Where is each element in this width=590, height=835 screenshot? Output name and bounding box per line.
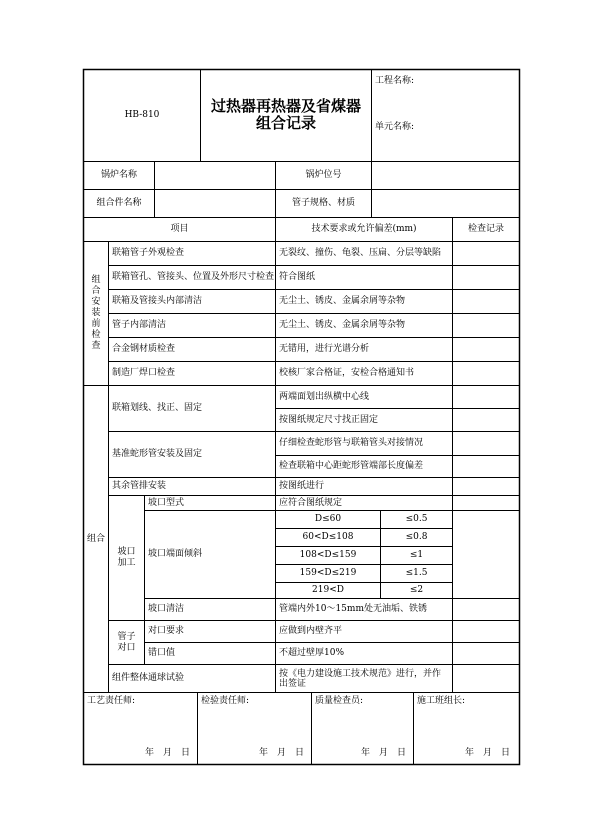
- serpentine-item: 基准蛇形管安装及固定: [112, 449, 203, 459]
- groove-type-item: 坡口型式: [148, 497, 185, 508]
- groove-clean-item: 坡口清洁: [148, 604, 185, 614]
- pipe-spec-field[interactable]: [372, 190, 519, 217]
- tilt-range-3: 108<D≤159: [299, 550, 357, 560]
- signature-quality-label: 质量检查员:: [315, 695, 364, 706]
- assembly-group-label: 组合: [87, 533, 106, 544]
- groove-tilt-item: 坡口端面倾斜: [148, 549, 203, 559]
- boiler-name-field[interactable]: [155, 162, 275, 189]
- precheck-item-4: 管子内部清洁: [112, 320, 167, 330]
- col-header-item: 项目: [170, 224, 189, 234]
- col-header-record: 检查记录: [467, 224, 504, 234]
- precheck-item-5: 合金钢材质检查: [112, 344, 176, 354]
- butt-req-item: 对口要求: [148, 626, 185, 636]
- precheck-req-2: 符合图纸: [279, 272, 316, 282]
- tilt-tol-1: ≤0.5: [405, 514, 428, 524]
- other-pipes-req: 按图纸进行: [279, 481, 325, 491]
- signature-inspection-label: 检验责任师:: [201, 695, 250, 706]
- tilt-tol-4: ≤1.5: [405, 568, 428, 578]
- tilt-tol-5: ≤2: [409, 585, 424, 595]
- signature-team-label: 施工班组长:: [417, 695, 466, 706]
- boiler-position-field[interactable]: [372, 162, 519, 189]
- signature-process-label: 工艺责任师:: [87, 695, 136, 706]
- serpentine-req-2: 检查联箱中心距蛇形管端部长度偏差: [279, 461, 424, 471]
- groove-label: 坡口加工: [117, 547, 136, 568]
- misalign-item: 错口值: [148, 648, 176, 658]
- pre-check-group-label: 组合安装前检查: [91, 275, 101, 351]
- overall-test-req: 按《电力建设施工技术规范》进行，并作出签证: [279, 668, 442, 689]
- overall-test-item: 组件整体通球试验: [112, 673, 185, 683]
- precheck-item-6: 制造厂焊口检查: [112, 368, 176, 378]
- precheck-req-6: 校核厂家合格证，安检合格通知书: [279, 368, 415, 378]
- header-mark-req-2: 按图纸规定尺寸找正固定: [279, 414, 379, 425]
- precheck-req-3: 无尘土、锈皮、金属余屑等杂物: [279, 296, 406, 306]
- groove-type-req: 应符合图纸规定: [279, 497, 343, 508]
- tilt-range-2: 60<D≤108: [302, 532, 354, 542]
- precheck-req-1: 无裂纹、撞伤、龟裂、压扁、分层等缺陷: [279, 248, 442, 258]
- precheck-req-4: 无尘土、锈皮、金属余屑等杂物: [279, 320, 406, 330]
- groove-clean-req: 管端内外10～15mm处无油垢、铁锈: [279, 604, 427, 614]
- header-mark-req-1: 两端面划出纵横中心线: [279, 391, 370, 402]
- butt-req-req: 应做到内壁齐平: [279, 626, 343, 636]
- serpentine-req-1: 仔细检查蛇形管与联箱管头对接情况: [279, 438, 424, 448]
- precheck-req-5: 无错用，进行光谱分析: [279, 344, 370, 354]
- assembly-name-label: 组合件名称: [96, 198, 142, 208]
- assembly-name-field[interactable]: [155, 190, 275, 217]
- precheck-item-2: 联箱管孔、管接头、位置及外形尺寸检查: [112, 272, 275, 282]
- header-mark-item: 联箱划线、找正、固定: [112, 403, 203, 413]
- precheck-item-1: 联箱管子外观检查: [112, 248, 185, 258]
- other-pipes-item: 其余管排安装: [112, 481, 167, 491]
- check-record-column[interactable]: [453, 242, 519, 692]
- signature-inspection-date: 年 月 日: [259, 747, 305, 758]
- boiler-position-label: 锅炉位号: [305, 170, 342, 180]
- boiler-name-label: 锅炉名称: [100, 170, 137, 180]
- tilt-tol-3: ≤1: [409, 550, 424, 560]
- signature-process-date: 年 月 日: [145, 747, 191, 758]
- precheck-item-3: 联箱及管接头内部清洁: [112, 296, 203, 306]
- tilt-range-5: 219<D: [312, 585, 344, 595]
- signature-team-date: 年 月 日: [465, 747, 511, 758]
- tilt-range-4: 159<D≤219: [299, 568, 357, 578]
- pipe-spec-label: 管子规格、材质: [291, 198, 355, 208]
- butt-label: 管子对口: [117, 631, 136, 653]
- misalign-req: 不超过壁厚10%: [279, 648, 345, 658]
- tilt-tol-2: ≤0.8: [405, 532, 428, 542]
- col-header-requirement: 技术要求或允许偏差(mm): [311, 224, 417, 234]
- unit-name-label: 单元名称:: [375, 121, 415, 132]
- tilt-range-1: D≤60: [314, 514, 342, 524]
- page-title: 过热器再热器及省煤器组合记录: [210, 97, 361, 132]
- signature-quality-date: 年 月 日: [361, 747, 407, 758]
- project-name-label: 工程名称:: [375, 75, 415, 86]
- form-code: HB-810: [124, 110, 160, 120]
